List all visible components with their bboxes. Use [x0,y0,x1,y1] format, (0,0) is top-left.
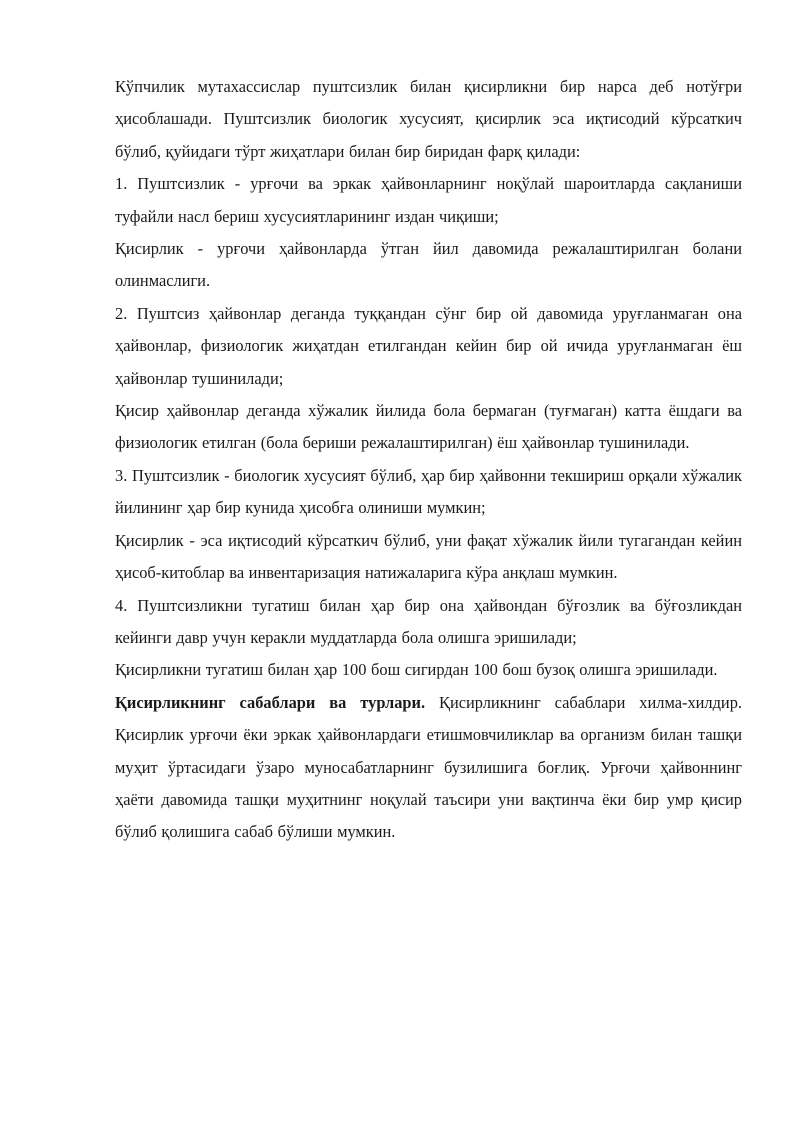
causes-heading: Қисирликнинг сабаблари ва турлари. [115,692,426,712]
causes-paragraph [115,687,742,849]
item-1-pushtsizlik: 1. Пуштсизлик - урғочи ва эркак ҳайвонларнинг ноқўлай шароитларда сақланиши туфайли насл бериш хусусиятларининг издан чиқиши; [115,174,742,226]
item-4-qisirlik: Қисирликни тугатиш билан ҳар 100 бош сигирдан 100 бош бузоқ олишга эришилади. [115,660,718,680]
item-2-pushtsiz: 2. Пуштсиз ҳайвонлар деганда туққандан сўнг бир ой давомида уруғланмаган она ҳайвонлар, физиологик жиҳатдан етилгандан кейин бир ой ичида уруғланмаган ёш ҳайвонлар тушинилади; [115,303,742,388]
document-page [115,71,742,849]
item-1-qisirlik: Қисирлик - урғочи ҳайвонларда ўтган йил давомида режалаштирилган болани олинмаслиги. [115,239,742,291]
item-2-qisir: Қисир ҳайвонлар деганда хўжалик йилида бола бермаган (туғмаган) катта ёшдаги ва физиологик етилган (бола бериши режалаштирилган) ёш ҳайвонлар тушинилади. [115,401,742,453]
intro-paragraph: Кўпчилик мутахассислар пуштсизлик билан қисирликни бир нарса деб нотўғри ҳисоблашади. Пуштсизлик биологик хусусият, қисирлик эса иқтисодий кўрсаткич бўлиб, қуйидаги тўрт жиҳатлари билан бир биридан фарқ қилади: [115,77,742,161]
item-3-pushtsizlik: 3. Пуштсизлик - биологик хусусият бўлиб, ҳар бир ҳайвонни текшириш орқали хўжалик йилининг ҳар бир кунида ҳисобга олиниши мумкин; [115,465,742,518]
item-4-pushtsizlik: 4. Пуштсизликни тугатиш билан ҳар бир она ҳайвондан бўғозлик ва бўғозликдан кейинги давр учун керакли муддатларда бола олишга эришилади; [115,595,742,647]
item-3-qisirlik: Қисирлик - эса иқтисодий кўрсаткич бўлиб, уни фақат хўжалик йили тугагандан кейин ҳисоб-китоблар ва инвентаризация натижаларига кўра анқлаш мумкин. [115,530,742,583]
causes-text: Қисирликнинг сабаблари хилма-хилдир. Қисирлик урғочи ёки эркак ҳайвонлардаги етишмовчиликлар ва организм билан ташқи муҳит ўртасидаги ўзаро муносабатларнинг бузилишига боғлиқ. Урғочи ҳайвоннинг ҳаёти давомида ташқи муҳитнинг ноқулай таъсири уни вақтинча ёки бир умр қисир бўлиб қолишига сабаб бўлиши мумкин. [115,692,742,842]
